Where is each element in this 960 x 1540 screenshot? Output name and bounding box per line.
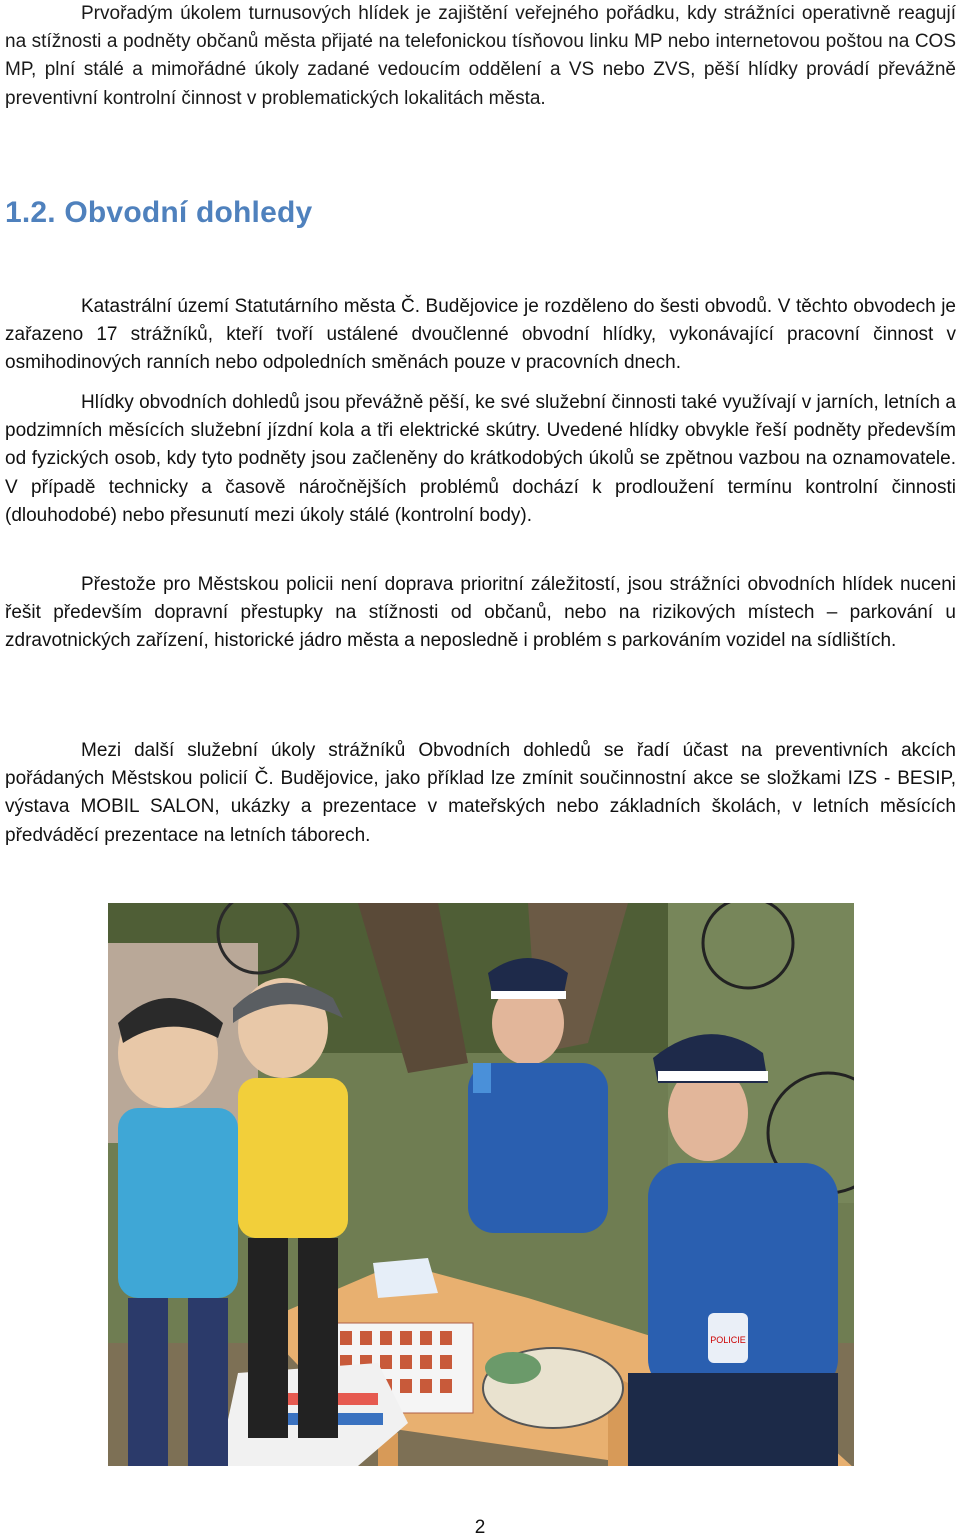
page-number: 2 (474, 1517, 486, 1538)
intro-paragraph: Prvořadým úkolem turnusových hlídek je zajištění veřejného pořádku, kdy strážníci operativně reagují na stížnosti a podněty občanů města přijaté na telefonickou tísňovou linku MP nebo internetovou poštou na COS MP, plní stálé a mimořádné úkoly zadané vedoucím oddělení a VS nebo ZVS, pěší hlídky provádí převážně preventivní kontrolní činnost v problematických lokalitách města. (5, 3, 956, 109)
section-heading: 1.2. Obvodní dohledy (5, 196, 313, 229)
body-paragraph: Přestože pro Městskou policii není doprava prioritní záležitostí, jsou strážníci obvodních hlídek nuceni řešit především dopravní přestupky na stížnosti od občanů, nebo na rizikových místech – parkování u zdravotnických zařízení, historické jádro města a neposledně i problém s parkováním vozidel na sídlištích. (5, 574, 956, 652)
body-paragraph: Hlídky obvodních dohledů jsou převážně pěší, ke své služební činnosti také využívají v jarních, letních a podzimních měsících služební jízdní kola a tři elektrické skútry. Uvedené hlídky obvykle řeší podněty především od fyzických osob, kdy tyto podněty jsou začleněny do krátkodobých úkolů se zpětnou vazbou na oznamovatele. V případě technicky a časově náročnějších problémů dochází k prodloužení termínu kontrolní činnosti (dlouhodobé) nebo přesunutí mezi úkoly stálé (kontrolní body). (5, 392, 956, 526)
body-paragraph: Mezi další služební úkoly strážníků Obvodních dohledů se řadí účast na preventivních akcích pořádaných Městskou policií Č. Budějovice, jako příklad lze zmínit součinnostní akce se složkami IZS - BESIP, výstava MOBIL SALON, ukázky a prezentace v mateřských nebo základních školách, v letních měsících předváděcí prezentace na letních táborech. (5, 740, 956, 846)
photo-badge-text: POLICIE (710, 1335, 746, 1345)
police-prevention-event-photo (108, 903, 854, 1466)
body-paragraph: Katastrální území Statutárního města Č. Budějovice je rozděleno do šesti obvodů. V těchto obvodech je zařazeno 17 strážníků, kteří tvoří ustálené dvoučlenné obvodní hlídky, vykonávající pracovní činnost v osmihodinových ranních nebo odpoledních směnách pouze v pracovních dnech. (5, 296, 956, 374)
